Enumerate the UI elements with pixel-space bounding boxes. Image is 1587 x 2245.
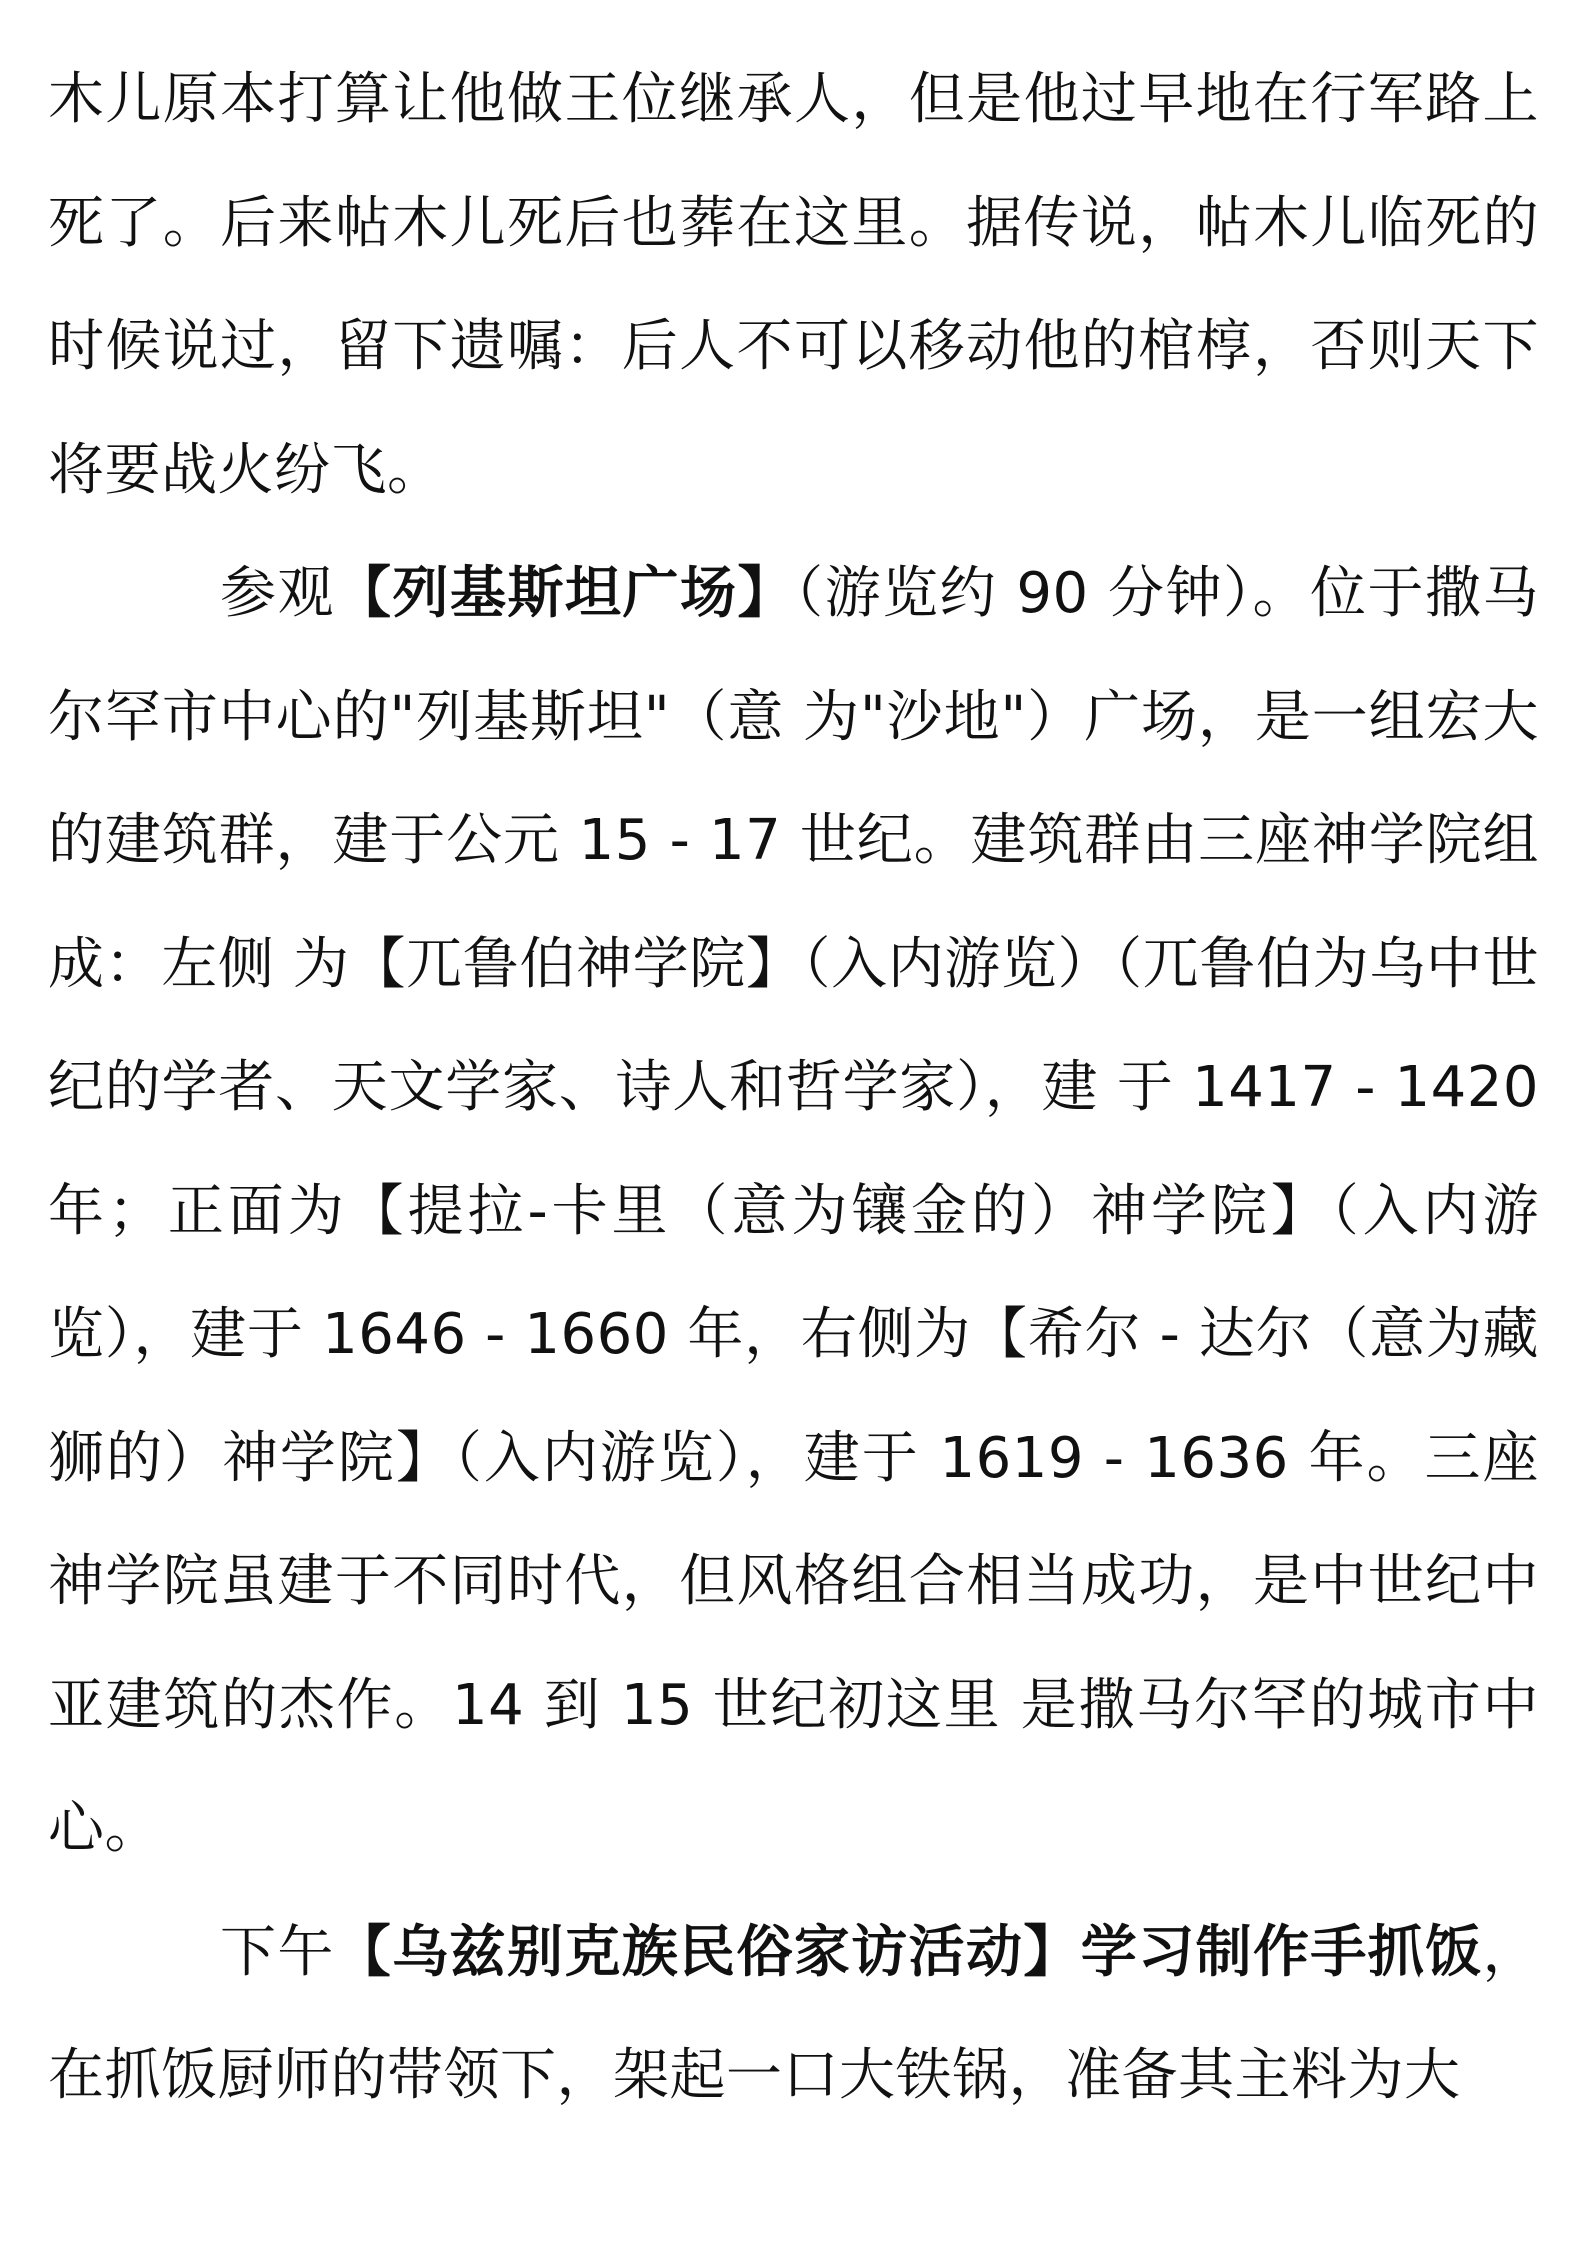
paragraph-lead: 下午 (220, 1919, 335, 1985)
paragraph-body: ，在抓饭厨师的带领下，架起一口大铁锅，准备其主料为大 (48, 1919, 1540, 2108)
paragraph-afternoon-activity (48, 1891, 1539, 2138)
home-visit-title: 【乌兹别克族民俗家访活动】学习制作手抓饭 (334, 1919, 1483, 1985)
paragraph-lead: 参观 (220, 561, 336, 626)
document-page (48, 38, 1539, 2138)
registan-square-title: 【列基斯坦广场】 (335, 561, 796, 626)
paragraph-timur-tomb: 木儿原本打算让他做王位继承人，但是他过早地在行军路上死了。后来帖木儿死后也葬在这里。据传说，帖木儿临死的时候说过，留下遗嘱：后人不可以移动他的棺椁，否则天下将要战火纷飞。 (48, 67, 1539, 503)
paragraph-body: （游览约 90 分钟）。位于撒马尔罕市中心的"列基斯坦"（意 为"沙地"）广场，是一组宏大的建筑群，建于公元 15 - 17 世纪。建筑群由三座神学院组成：左侧 为【兀鲁伯神学院】（入内游览）（兀鲁伯为乌中世纪的学者、天文学家、诗人和哲学家），建 于 1417 - 1420 年；正面为【提拉-卡里（意为镶金的）神学院】（入内游览），建于 1646 - 1660 年，右侧为【希尔 - 达尔（意为藏狮的）神学院】（入内游览），建于 1619 - 1636 年。三座神学院虽建于不同时代，但风格组合相当成功，是中世纪中亚建筑的杰作。14 到 15 世纪初这里 是撒马尔罕的城市中心。 (48, 561, 1540, 1861)
paragraph-registan-square (48, 532, 1539, 1891)
